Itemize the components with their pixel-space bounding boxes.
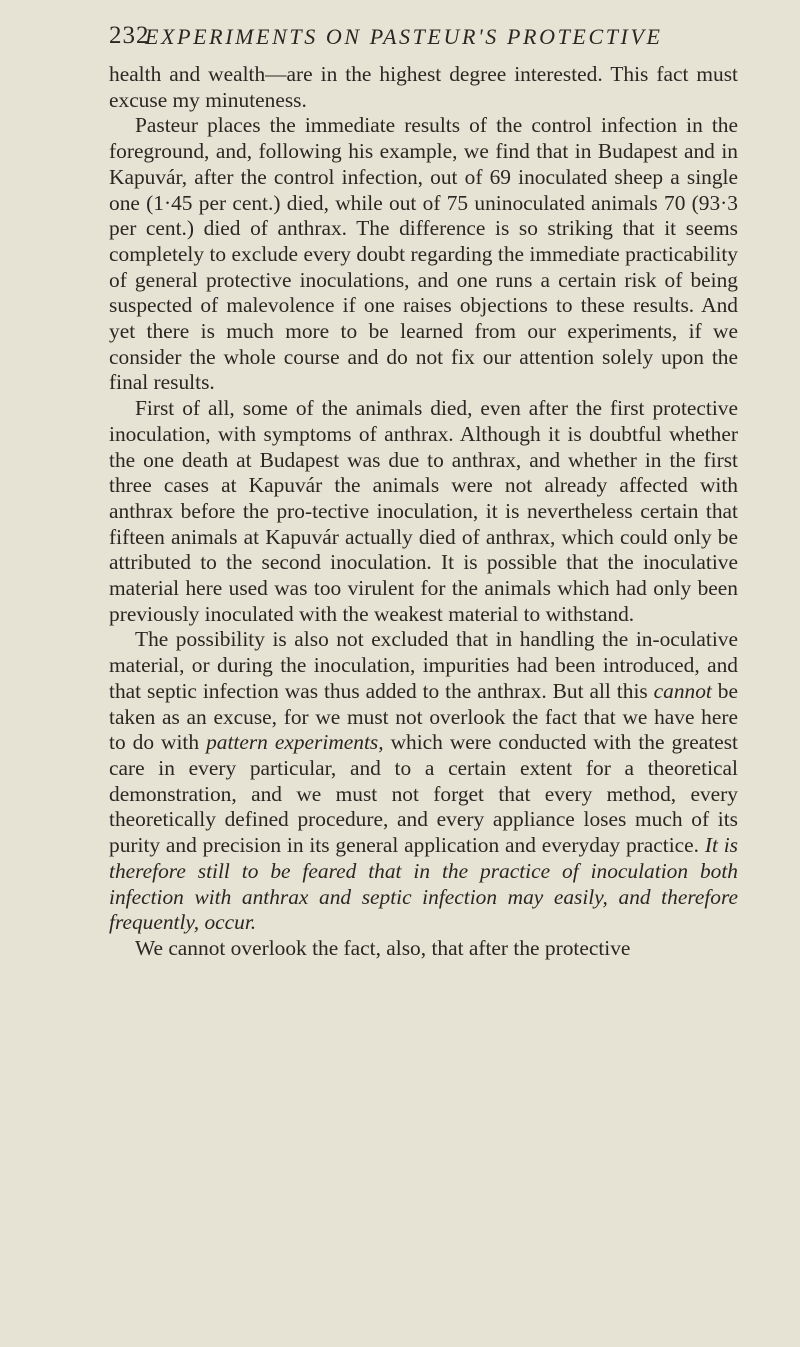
emphasis-cannot: cannot <box>653 678 712 703</box>
paragraph-text-segment: which were conducted with the greatest care in every particular, and to a certain extent for a theoretical demonstration, and we must not forget that every method, every theoretically defined procedure, and every appliance loses much of its purity and precision in its general application and everyday practice. <box>109 730 739 858</box>
paragraph-text-segment: be taken as an excuse, for we must not overlook the fact that we have here to do with <box>109 678 738 755</box>
running-title: EXPERIMENTS ON PASTEUR'S PROTECTIVE <box>145 24 663 49</box>
emphasis-pattern-experiments: pattern experiments, <box>206 730 384 755</box>
body-text <box>109 62 738 962</box>
page-number: 232 <box>109 22 150 49</box>
running-head <box>109 22 738 62</box>
paragraph-first-deaths: First of all, some of the animals died, even after the first protective inoculation, with symptoms of anthrax. Although it is doubtful whether the one death at Budapest was due to anthrax, and whether in the first three cases at Kapuvár the animals were not already affected with anthrax before the pro-tective inoculation, it is nevertheless certain that fifteen animals at Kapuvár actually died of anthrax, which could only be attributed to the second inoculation. It is possible that the inoculative material here used was too virulent for the animals which had only been previously inoculated with the weakest material to withstand. <box>109 396 738 626</box>
emphasis-conclusion: It is therefore still to be feared that in the practice of inoculation both infection with anthrax and septic infection may easily, and therefore frequently, occur. <box>109 833 738 935</box>
paragraph-control-infection: Pasteur places the immediate results of the control infection in the foreground, and, following his example, we find that in Budapest and in Kapuvár, after the control infection, out of 69 inoculated sheep a single one (1·45 per cent.) died, while out of 75 uninoculated animals 70 (93·3 per cent.) died of anthrax. The difference is so striking that it seems completely to exclude every doubt regarding the immediate practicability of general protective inoculations, and one runs a certain risk of being suspected of malevolence if one raises objections to these results. And yet there is much more to be learned from our experiments, if we consider the whole course and do not fix our attention solely upon the final results. <box>109 113 738 395</box>
paragraph-possibility <box>109 627 738 935</box>
paragraph-continuation: health and wealth—are in the highest degree interested. This fact must excuse my minuteness. <box>109 62 738 112</box>
paragraph-text-segment: The possibility is also not excluded that in handling the in-oculative material, or during the inoculation, impurities had been introduced, and that septic infection was thus added to the anthrax. But all this <box>109 627 738 703</box>
paragraph-final-line: We cannot overlook the fact, also, that after the protective <box>135 935 631 960</box>
